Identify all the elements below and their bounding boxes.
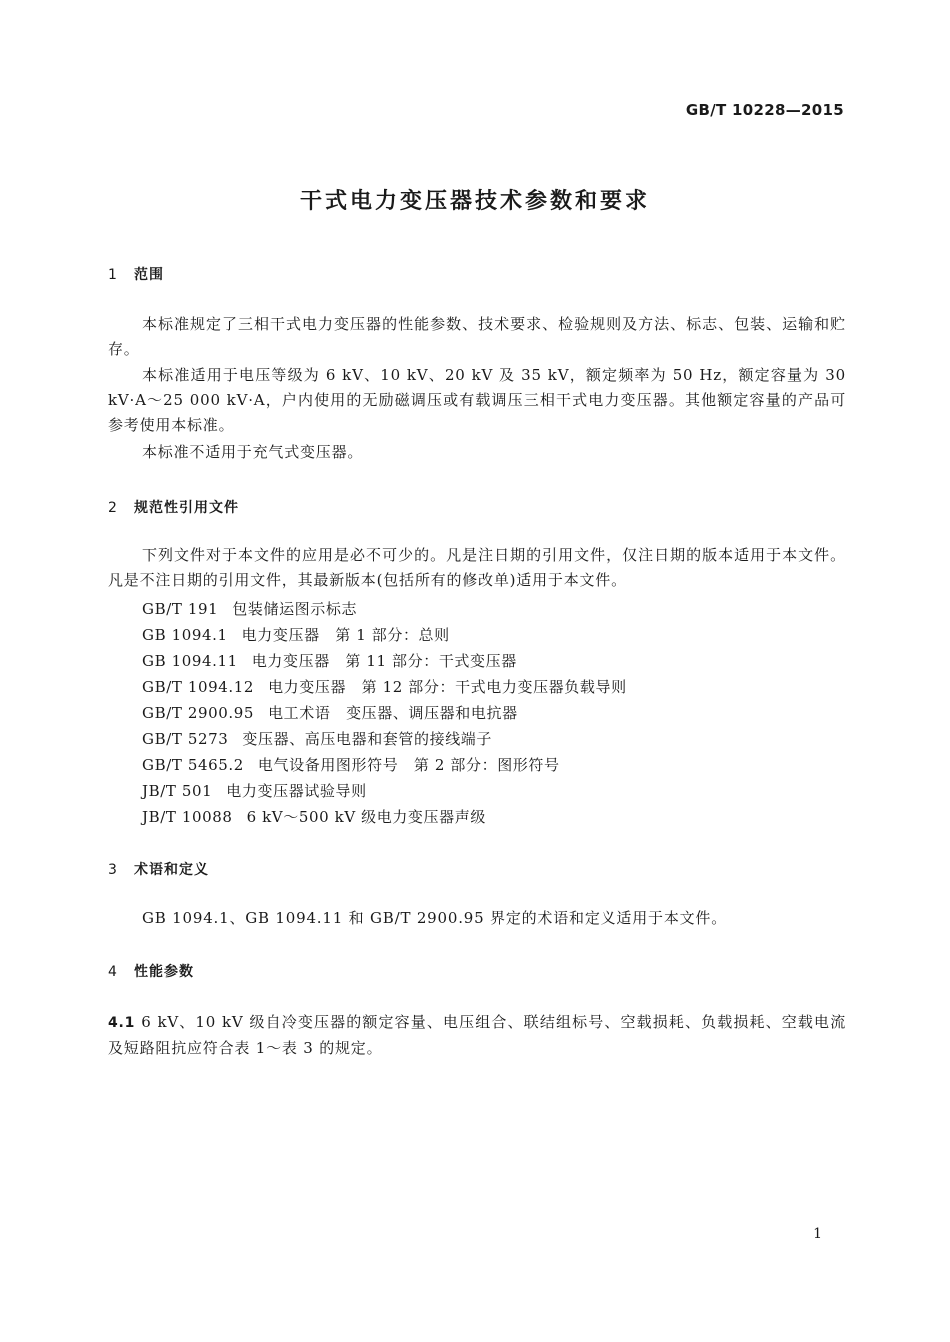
paragraph: GB 1094.1、GB 1094.11 和 GB/T 2900.95 界定的术语和定义适用于本文件。 bbox=[142, 909, 728, 927]
paragraph: 本标准适用于电压等级为 6 kV、10 kV、20 kV 及 35 kV，额定频率为 50 Hz，额定容量为 30 kV·A～25 000 kV·A，户内使用的无励磁调压或有载调压三相干式电力变压器。其他额定容量的产品可参考使用本标准。 bbox=[108, 366, 846, 434]
reference-item bbox=[142, 752, 627, 778]
reference-item bbox=[142, 778, 627, 804]
reference-list bbox=[142, 596, 627, 830]
section-heading-normative-references bbox=[108, 497, 239, 517]
reference-code: GB 1094.11 bbox=[142, 652, 238, 670]
paragraph: 下列文件对于本文件的应用是必不可少的。凡是注日期的引用文件，仅注日期的版本适用于本文件。凡是不注日期的引用文件，其最新版本(包括所有的修改单)适用于本文件。 bbox=[108, 546, 846, 589]
section-heading-scope bbox=[108, 264, 164, 284]
reference-item bbox=[142, 596, 627, 622]
reference-title: 电力变压器试验导则 bbox=[226, 782, 367, 800]
clause-4-1 bbox=[108, 1010, 846, 1061]
page-number: 1 bbox=[813, 1226, 822, 1242]
clause-text: 6 kV、10 kV 级自冷变压器的额定容量、电压组合、联结组标号、空载损耗、负载损耗、空载电流及短路阻抗应符合表 1～表 3 的规定。 bbox=[108, 1013, 846, 1057]
section-title: 范围 bbox=[134, 267, 164, 283]
reference-item bbox=[142, 726, 627, 752]
reference-title: 电工术语 变压器、调压器和电抗器 bbox=[268, 704, 518, 722]
reference-code: GB 1094.1 bbox=[142, 626, 228, 644]
section-title: 术语和定义 bbox=[134, 862, 209, 878]
reference-code: JB/T 10088 bbox=[142, 808, 233, 826]
section-title: 规范性引用文件 bbox=[134, 500, 239, 516]
reference-title: 电力变压器 第 11 部分：干式变压器 bbox=[251, 652, 517, 670]
section-title: 性能参数 bbox=[134, 964, 194, 980]
reference-code: GB/T 1094.12 bbox=[142, 678, 255, 696]
reference-title: 电力变压器 第 1 部分：总则 bbox=[241, 626, 450, 644]
reference-item bbox=[142, 648, 627, 674]
reference-item bbox=[142, 804, 627, 830]
reference-code: GB/T 2900.95 bbox=[142, 704, 255, 722]
reference-title: 包装储运图示标志 bbox=[232, 600, 358, 618]
standard-code: GB/T 10228—2015 bbox=[685, 101, 844, 119]
section-heading-terms-definitions bbox=[108, 859, 209, 879]
reference-code: GB/T 5465.2 bbox=[142, 756, 244, 774]
reference-title: 6 kV～500 kV 级电力变压器声级 bbox=[246, 808, 486, 826]
reference-item bbox=[142, 622, 627, 648]
section-heading-performance-parameters bbox=[108, 961, 194, 981]
reference-code: GB/T 5273 bbox=[142, 730, 229, 748]
reference-item bbox=[142, 674, 627, 700]
reference-code: JB/T 501 bbox=[142, 782, 213, 800]
section-number: 2 bbox=[108, 500, 118, 516]
document-title: 干式电力变压器技术参数和要求 bbox=[299, 189, 650, 214]
reference-code: GB/T 191 bbox=[142, 600, 219, 618]
reference-title: 电力变压器 第 12 部分：干式电力变压器负载导则 bbox=[268, 678, 627, 696]
paragraph: 本标准规定了三相干式电力变压器的性能参数、技术要求、检验规则及方法、标志、包装、运输和贮存。 bbox=[108, 315, 846, 358]
reference-item bbox=[142, 700, 627, 726]
reference-title: 变压器、高压电器和套管的接线端子 bbox=[242, 730, 493, 748]
reference-title: 电气设备用图形符号 第 2 部分：图形符号 bbox=[257, 756, 560, 774]
section-number: 1 bbox=[108, 267, 118, 283]
clause-number: 4.1 bbox=[108, 1015, 136, 1031]
section-number: 3 bbox=[108, 862, 118, 878]
paragraph: 本标准不适用于充气式变压器。 bbox=[142, 443, 364, 461]
section-number: 4 bbox=[108, 964, 118, 980]
